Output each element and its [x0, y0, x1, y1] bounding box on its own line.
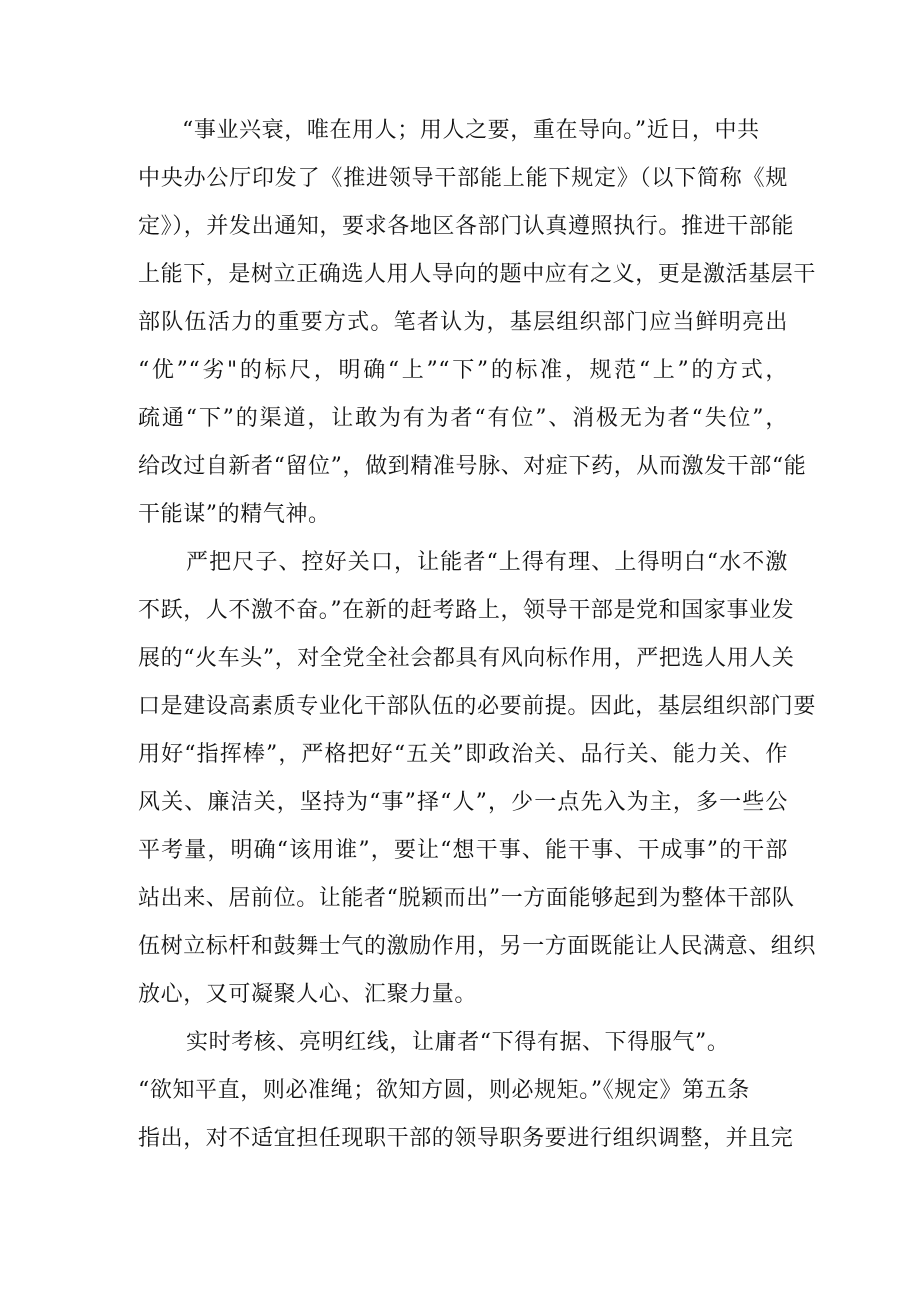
text-line: 干能谋”的精气神。: [138, 502, 331, 527]
text-line: 中央办公厅印发了《推进领导干部能上能下规定》（以下简称《规: [138, 166, 788, 191]
text-line: 平考量，明确“该用谁”，要让“想干事、能干事、干成事”的干部: [138, 838, 788, 863]
text-line: 伍树立标杆和鼓舞士气的激励作用，另一方面既能让人民满意、组织: [138, 934, 817, 959]
text-line: “事业兴衰，唯在用人；用人之要，重在导向。”近日，中共: [182, 118, 760, 143]
text-line: 指出，对不适宜担任现职干部的领导职务要进行组织调整，并且完: [138, 1126, 794, 1151]
text-line: 定》），并发出通知，要求各地区各部门认真遵照执行。推进干部能: [138, 214, 795, 239]
text-line: “优”“劣"的标尺，明确“上”“下”的标准，规范“上”的方式，: [138, 358, 788, 383]
text-line: 部队伍活力的重要方式。笔者认为，基层组织部门应当鲜明亮出: [138, 310, 788, 335]
text-line: 站出来、居前位。让能者“脱颖而出”一方面能够起到为整体干部队: [138, 886, 795, 911]
text-line: 上能下，是树立正确选人用人导向的题中应有之义，更是激活基层干: [138, 262, 817, 287]
text-line: 疏通“下”的渠道，让敢为有为者“有位”、消极无为者“失位”，: [138, 406, 788, 431]
text-line: 展的“火车头”，对全党全社会都具有风向标作用，严把选人用人关: [138, 646, 795, 671]
text-line: 严把尺子、控好关口，让能者“上得有理、上得明白“水不激: [186, 550, 788, 575]
text-line: 实时考核、亮明红线，让庸者“下得有据、下得服气”。: [186, 1030, 730, 1055]
text-line: 放心，又可凝聚人心、汇聚力量。: [138, 982, 478, 1007]
text-line: 不跃，人不激不奋。”在新的赶考路上，领导干部是党和国家事业发: [138, 598, 795, 623]
text-line: 风关、廉洁关，坚持为“事”择“人”，少一点先入为主，多一些公: [138, 790, 788, 815]
text-line: 口是建设高素质专业化干部队伍的必要前提。因此，基层组织部门要: [138, 694, 817, 719]
text-line: 用好“指挥棒”，严格把好“五关”即政治关、品行关、能力关、作: [138, 742, 788, 767]
text-line: “欲知平直，则必准绳；欲知方圆，则必规矩。”《规定》第五条: [138, 1078, 750, 1103]
text-line: 给改过自新者“留位”，做到精准号脉、对症下药，从而激发干部“能: [138, 454, 807, 479]
